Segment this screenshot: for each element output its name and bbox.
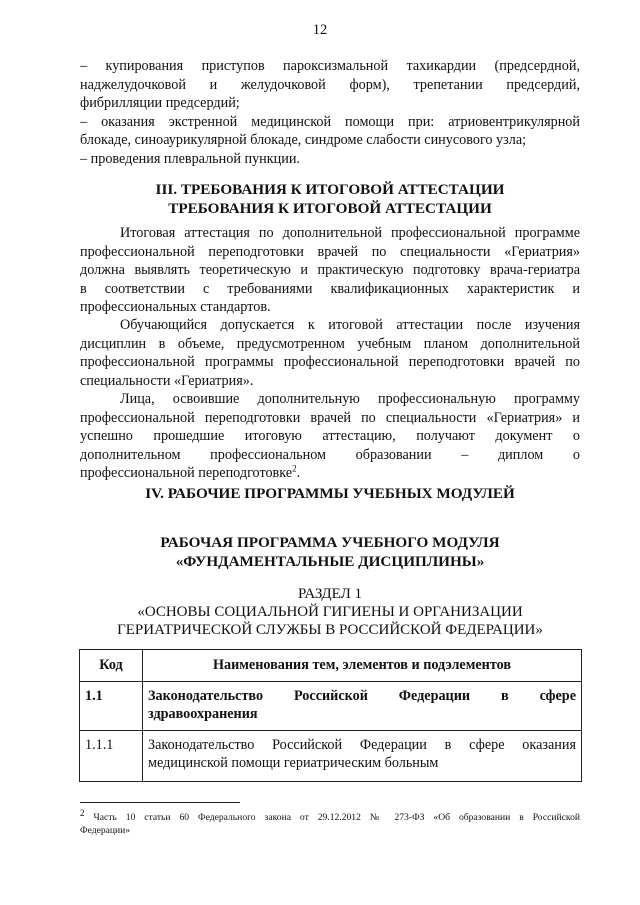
paragraph-line: Лица, освоившие дополнительную профессиональную программу: [120, 391, 580, 407]
paragraph-line: успешно прошедшие итоговую аттестацию, получают документ о: [80, 428, 580, 444]
paragraph-line: Обучающийся допускается к итоговой аттестации после изучения: [120, 317, 580, 333]
table-header-code: Код: [80, 650, 143, 682]
table-header-name: Наименования тем, элементов и подэлементов: [143, 650, 582, 682]
module-title-line2: «ФУНДАМЕНТАЛЬНЫЕ ДИСЦИПЛИНЫ»: [175, 553, 485, 570]
module-title-line1: РАБОЧАЯ ПРОГРАММА УЧЕБНОГО МОДУЛЯ: [160, 534, 500, 551]
footnote-text: Часть 10 статьи 60 Федерального закона от 29.12.2012 № 273-ФЗ «Об образовании в Российской: [93, 812, 580, 823]
table-row: [80, 730, 582, 781]
footnote-number: 2: [80, 807, 85, 818]
table-header-row: [80, 650, 582, 682]
bullet-line: наджелудочковой и желудочковой форм), трепетании предсердий,: [80, 76, 580, 93]
section-3-title-line2: ТРЕБОВАНИЯ К ИТОГОВОЙ АТТЕСТАЦИИ: [168, 200, 492, 217]
table-cell-line: Законодательство Российской Федерации в сфере оказания: [148, 736, 576, 753]
paragraph-line-end: .: [296, 465, 301, 481]
paragraph-line: профессиональных стандартов.: [80, 299, 271, 315]
paragraph-line-text: профессиональной переподготовке: [80, 465, 293, 481]
section-4-heading: IV. РАБОЧИЕ ПРОГРАММЫ УЧЕБНЫХ МОДУЛЕЙ: [145, 485, 515, 502]
section-1-title-line1: «ОСНОВЫ СОЦИАЛЬНОЙ ГИГИЕНЫ И ОРГАНИЗАЦИИ: [137, 604, 523, 620]
paragraph-line: [80, 464, 580, 483]
bullet-line: – купирования приступов пароксизмальной тахикардии (предсердной,: [80, 58, 580, 74]
table-cell-line: здравоохранения: [148, 706, 258, 722]
table-row: [80, 681, 582, 730]
paragraph-line: в соответствии с требованиями квалификационных характеристик и: [80, 280, 580, 297]
module-heading: [80, 533, 580, 571]
paragraph-line: профессиональной программы профессиональной переподготовки врачей по: [80, 354, 580, 370]
footnote-ref: 2: [292, 463, 297, 474]
table-cell-name: [143, 730, 582, 781]
page-number: 12: [312, 22, 328, 38]
footnote-line: Федерации»: [80, 825, 131, 836]
bullet-line: фибрилляции предсердий;: [80, 95, 240, 111]
paragraph-2: [80, 316, 580, 390]
footnote-separator: [80, 802, 240, 803]
section-1-heading: [80, 585, 580, 639]
paragraph-3: [80, 390, 580, 483]
table-cell-code: 1.1: [80, 681, 143, 730]
paragraph-line: дополнительном профессиональном образовании – диплом о: [80, 446, 580, 463]
paragraph-line: дисциплин в объеме, предусмотренном учебным планом дополнительной: [80, 335, 580, 352]
footnote: [80, 807, 580, 837]
bullet-line: – проведения плевральной пункции.: [80, 150, 300, 167]
paragraph-line: должна выявлять теоретическую и практическую подготовку врача-гериатра: [80, 262, 580, 278]
topics-table: [79, 649, 582, 782]
bullet-list: [80, 57, 580, 168]
section-1-title-line2: ГЕРИАТРИЧЕСКОЙ СЛУЖБЫ В РОССИЙСКОЙ ФЕДЕРАЦИИ»: [117, 622, 543, 638]
paragraph-line: профессиональной переподготовки врачей по специальности «Гериатрия» и: [80, 409, 580, 426]
table-cell-code: 1.1.1: [80, 730, 143, 781]
paragraph-1: [80, 224, 580, 317]
section-1-label: РАЗДЕЛ 1: [297, 586, 363, 602]
table-cell-line: медицинской помощи гериатрическим больным: [148, 755, 439, 771]
bullet-line: блокаде, синоаурикулярной блокаде, синдроме слабости синусового узла;: [80, 132, 527, 148]
paragraph-line: профессиональной переподготовки врачей по специальности «Гериатрия»: [80, 243, 580, 260]
footnote-line: [80, 807, 580, 824]
section-3-title-line1: III. ТРЕБОВАНИЯ К ИТОГОВОЙ АТТЕСТАЦИИ: [155, 181, 505, 198]
bullet-line: – оказания экстренной медицинской помощи при: атриовентрикулярной: [80, 113, 580, 130]
paragraph-line: Итоговая аттестация по дополнительной профессиональной программе: [120, 225, 580, 241]
paragraph-line: специальности «Гериатрия».: [80, 372, 254, 389]
section-3-heading: [80, 180, 580, 218]
table-cell-line: Законодательство Российской Федерации в сфере: [148, 687, 576, 704]
table-cell-name: [143, 681, 582, 730]
